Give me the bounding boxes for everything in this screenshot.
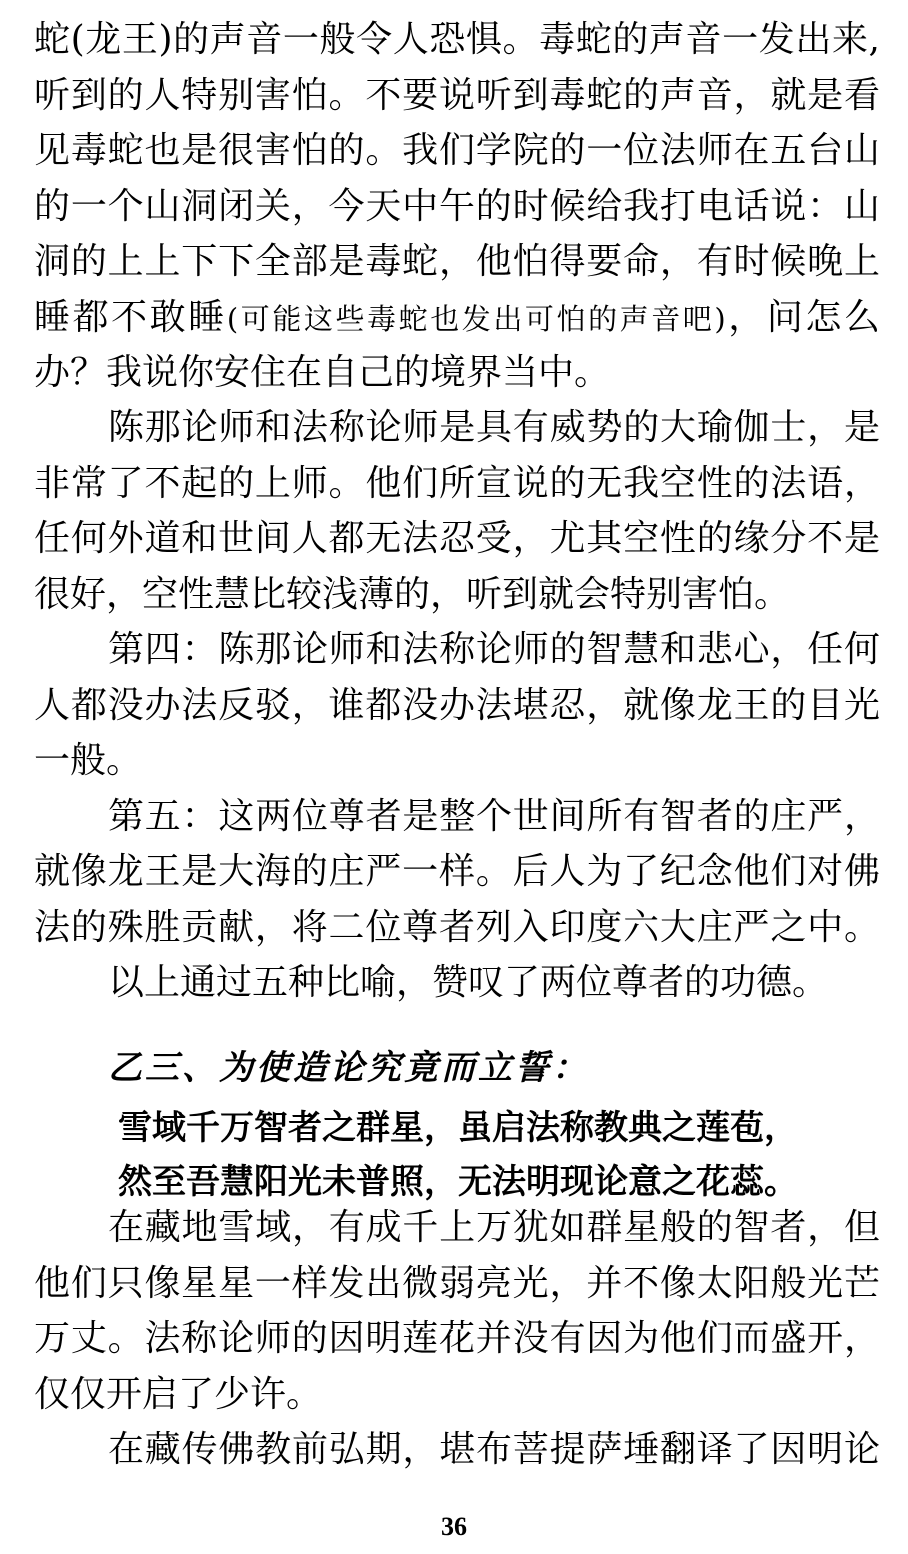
text-line: 见毒蛇也是很害怕的。我们学院的一位法师在五台山 <box>34 130 880 171</box>
text-line: 陈那论师和法称论师是具有威势的大瑜伽士，是 <box>108 407 880 448</box>
text-line: 洞的上上下下全部是毒蛇，他怕得要命，有时候晚上 <box>34 241 880 282</box>
text-line-with-note <box>34 290 880 346</box>
text-line: 任何外道和世间人都无法忍受，尤其空性的缘分不是 <box>34 518 880 559</box>
page-number: 36 <box>441 1512 467 1541</box>
text-line: 在藏地雪域，有成千上万犹如群星般的智者，但 <box>108 1207 880 1248</box>
section-heading: 乙三、为使造论究竟而立誓： <box>108 1048 589 1088</box>
text-line: 他们只像星星一样发出微弱亮光，并不像太阳般光芒 <box>34 1262 880 1304</box>
text-line: 第五：这两位尊者是整个世间所有智者的庄严， <box>108 795 880 837</box>
text-line: 很好，空性慧比较浅薄的，听到就会特别害怕。 <box>34 573 791 615</box>
paragraph-commentary <box>34 1200 880 1478</box>
text-line: 蛇(龙王)的声音一般令人恐惧。毒蛇的声音一发出来, <box>34 19 880 60</box>
text-line: 仅仅开启了少许。 <box>34 1373 323 1415</box>
text-line: 第四：陈那论师和法称论师的智慧和悲心，任何 <box>108 629 880 670</box>
parenthetical-note: (可能这些毒蛇也发出可怕的声音吧) <box>226 301 726 336</box>
paragraph-masters <box>34 400 880 1011</box>
text-line: 人都没办法反驳，谁都没办法堪忍，就像龙王的目光 <box>34 684 880 726</box>
text-line: 就像龙王是大海的庄严一样。后人为了纪念他们对佛 <box>34 851 880 892</box>
text-segment: ，问怎么 <box>725 296 880 338</box>
text-segment: 睡都不敢睡 <box>34 296 227 338</box>
text-line: 一般。 <box>34 740 143 781</box>
paragraph-snake-sound <box>34 12 880 401</box>
text-line: 办？我说你安住在自己的境界当中。 <box>34 352 611 393</box>
text-line: 在藏传佛教前弘期，堪布菩提萨埵翻译了因明论 <box>108 1429 880 1470</box>
text-line: 以上通过五种比喻，赞叹了两位尊者的功德。 <box>108 962 829 1003</box>
text-line: 非常了不起的上师。他们所宣说的无我空性的法语， <box>34 462 880 504</box>
text-line: 的一个山洞闭关，今天中午的时候给我打电话说：山 <box>34 185 880 227</box>
text-line: 万丈。法称论师的因明莲花并没有因为他们而盛开， <box>34 1318 880 1359</box>
verse-line-1: 雪域千万智者之群星，虽启法称教典之莲苞， <box>118 1108 798 1148</box>
verse-line-2: 然至吾慧阳光未普照，无法明现论意之花蕊。 <box>118 1162 798 1202</box>
text-line: 法的殊胜贡献，将二位尊者列入印度六大庄严之中。 <box>34 906 880 948</box>
text-line: 听到的人特别害怕。不要说听到毒蛇的声音，就是看 <box>34 74 880 116</box>
